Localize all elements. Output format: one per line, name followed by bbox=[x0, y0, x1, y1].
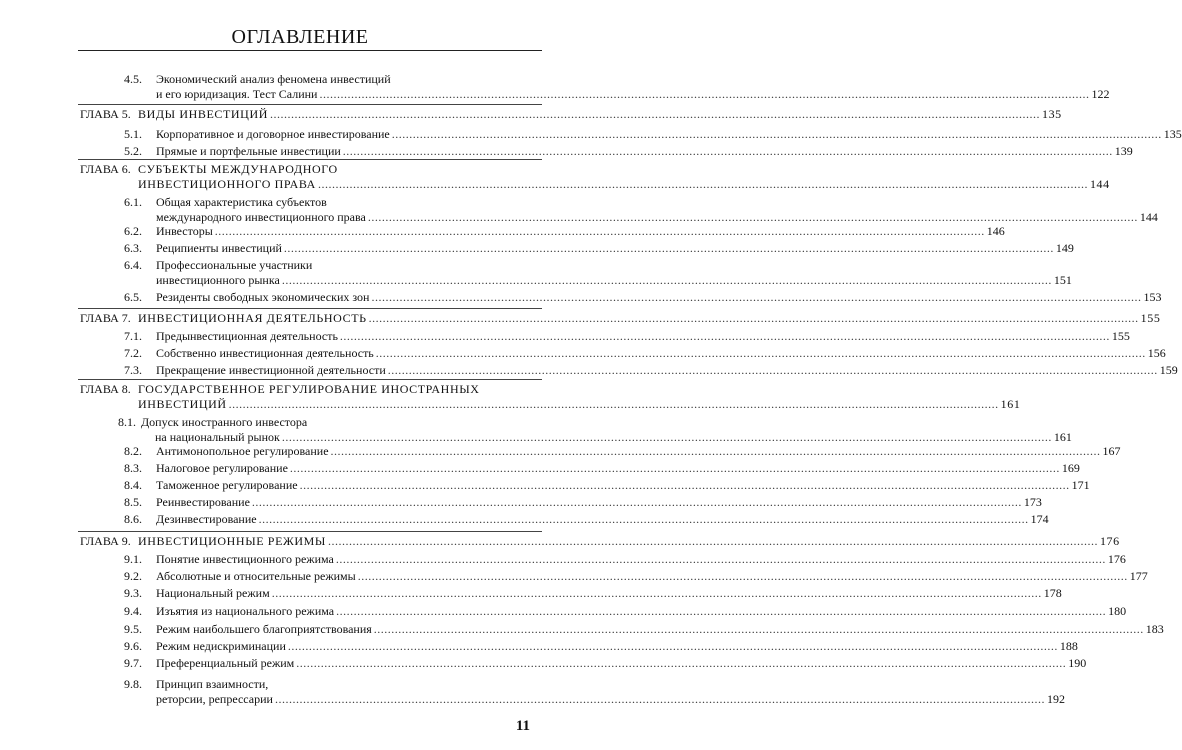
toc-title bbox=[156, 586, 1062, 601]
toc-title-line: Антимонопольное регулирование bbox=[156, 444, 329, 458]
toc-title-last-line bbox=[156, 290, 1162, 305]
toc-title-last-line bbox=[156, 87, 1110, 102]
toc-page-number: 176 bbox=[1099, 534, 1120, 548]
toc-title-line: инвестиционного рынка bbox=[156, 273, 280, 287]
chapter-separator bbox=[78, 104, 542, 105]
toc-title-last-line bbox=[156, 210, 1158, 225]
toc-title-last-line bbox=[156, 241, 1074, 256]
toc-title-line: Преференциальный режим bbox=[156, 656, 295, 670]
toc-page-number: 176 bbox=[1107, 552, 1126, 566]
toc-title-line: Реинвестирование bbox=[156, 495, 250, 509]
toc-title-line: Допуск иностранного инвестора bbox=[141, 415, 308, 429]
toc-title-last-line bbox=[156, 346, 1166, 361]
toc-title bbox=[138, 534, 1120, 549]
toc-title bbox=[156, 677, 1065, 707]
toc-number: 8.3. bbox=[124, 461, 142, 475]
toc-title-last-line bbox=[138, 397, 1021, 412]
toc-title-line: Прямые и портфельные инвестиции bbox=[156, 144, 341, 158]
toc-number: 8.6. bbox=[124, 512, 142, 526]
dot-leader: ............................................................................................................................................................................................................................ bbox=[269, 107, 1040, 121]
toc-page-number: 156 bbox=[1147, 346, 1166, 360]
toc-page-number: 153 bbox=[1143, 290, 1162, 304]
chapter-separator bbox=[78, 159, 542, 160]
dot-leader: ............................................................................................................................................................................................................................ bbox=[391, 127, 1162, 141]
toc-number: ГЛАВА 8. bbox=[80, 382, 131, 396]
toc-title bbox=[156, 622, 1164, 637]
toc-page-number: 155 bbox=[1111, 329, 1130, 343]
dot-leader: ............................................................................................................................................................................................................................ bbox=[251, 495, 1022, 509]
toc-title bbox=[156, 346, 1166, 361]
toc-title bbox=[156, 72, 1110, 102]
dot-leader: ............................................................................................................................................................................................................................ bbox=[228, 397, 999, 411]
toc-title-last-line bbox=[156, 444, 1121, 459]
dot-leader: ............................................................................................................................................................................................................................ bbox=[387, 363, 1158, 377]
chapter-separator bbox=[78, 308, 542, 309]
toc-title-line: Реципиенты инвестиций bbox=[156, 241, 282, 255]
toc-title bbox=[156, 224, 1005, 239]
toc-title-line: Прекращение инвестиционной деятельности bbox=[156, 363, 386, 377]
toc-title-last-line bbox=[156, 273, 1072, 288]
toc-page-number: 190 bbox=[1068, 656, 1087, 670]
toc-title-line: Изъятия из национального режима bbox=[156, 604, 335, 618]
toc-page-number: 122 bbox=[1091, 87, 1110, 101]
toc-title-line: ГОСУДАРСТВЕННОЕ РЕГУЛИРОВАНИЕ ИНОСТРАННЫХ bbox=[138, 382, 480, 396]
toc-page-number: 167 bbox=[1102, 444, 1121, 458]
toc-number: 9.5. bbox=[124, 622, 142, 636]
toc-title bbox=[156, 639, 1078, 654]
toc-number: 8.2. bbox=[124, 444, 142, 458]
dot-leader: ............................................................................................................................................................................................................................ bbox=[287, 639, 1058, 653]
toc-title-line: ИНВЕСТИЦИОННЫЕ РЕЖИМЫ bbox=[138, 534, 326, 548]
toc-title-last-line bbox=[138, 107, 1062, 122]
toc-page-number: 188 bbox=[1059, 639, 1078, 653]
toc-title-line: Национальный режим bbox=[156, 586, 270, 600]
toc-title bbox=[156, 478, 1090, 493]
toc-title-last-line bbox=[156, 495, 1042, 510]
toc-number: 7.2. bbox=[124, 346, 142, 360]
toc-title-line: Экономический анализ феномена инвестиций bbox=[156, 72, 391, 86]
dot-leader: ............................................................................................................................................................................................................................ bbox=[281, 273, 1052, 287]
toc-title-line: Абсолютные и относительные режимы bbox=[156, 569, 356, 583]
toc-number: 9.3. bbox=[124, 586, 142, 600]
dot-leader: ............................................................................................................................................................................................................................ bbox=[271, 586, 1042, 600]
toc-number: 8.4. bbox=[124, 478, 142, 492]
toc-title-last-line bbox=[156, 127, 1182, 142]
toc-title bbox=[156, 127, 1182, 142]
header-rule bbox=[78, 50, 542, 51]
toc-title bbox=[156, 604, 1127, 619]
toc-number: 6.3. bbox=[124, 241, 142, 255]
toc-title-last-line bbox=[156, 461, 1080, 476]
toc-title bbox=[156, 290, 1162, 305]
toc-title-last-line bbox=[156, 586, 1062, 601]
dot-leader: ............................................................................................................................................................................................................................ bbox=[214, 224, 985, 238]
toc-title-last-line bbox=[156, 478, 1090, 493]
toc-title-line: Таможенное регулирование bbox=[156, 478, 298, 492]
toc-title-line: Режим наибольшего благоприятствования bbox=[156, 622, 372, 636]
toc-title bbox=[156, 444, 1121, 459]
toc-title bbox=[156, 241, 1074, 256]
toc-title-line: Налоговое регулирование bbox=[156, 461, 288, 475]
toc-number: 6.1. bbox=[124, 195, 142, 209]
toc-title-line: ИНВЕСТИЦИЙ bbox=[138, 397, 227, 411]
toc-title-last-line bbox=[156, 692, 1065, 707]
toc-title-line: Принцип взаимности, bbox=[156, 677, 269, 691]
dot-leader: ............................................................................................................................................................................................................................ bbox=[330, 444, 1101, 458]
toc-number: 9.4. bbox=[124, 604, 142, 618]
toc-page-number: 159 bbox=[1159, 363, 1178, 377]
toc-title bbox=[156, 144, 1133, 159]
toc-number: ГЛАВА 9. bbox=[80, 534, 131, 548]
toc-title-line: Корпоративное и договорное инвестирование bbox=[156, 127, 390, 141]
toc-title-line: на национальный рынок bbox=[155, 430, 280, 444]
toc-page-number: 173 bbox=[1023, 495, 1042, 509]
toc-title bbox=[156, 656, 1087, 671]
toc-number: 5.2. bbox=[124, 144, 142, 158]
toc-title bbox=[138, 382, 1021, 412]
toc-number: 9.2. bbox=[124, 569, 142, 583]
toc-page-number: 135 bbox=[1041, 107, 1062, 121]
toc-number: 9.6. bbox=[124, 639, 142, 653]
toc-title-last-line bbox=[156, 363, 1178, 378]
dot-leader: ............................................................................................................................................................................................................................ bbox=[327, 534, 1098, 548]
dot-leader: ............................................................................................................................................................................................................................ bbox=[373, 622, 1144, 636]
page-header-title: ОГЛАВЛЕНИЕ bbox=[231, 26, 369, 48]
toc-page-number: 177 bbox=[1129, 569, 1148, 583]
toc-page-number: 178 bbox=[1043, 586, 1062, 600]
toc-title-line: ВИДЫ ИНВЕСТИЦИЙ bbox=[138, 107, 268, 121]
toc-page-number: 144 bbox=[1089, 177, 1110, 191]
toc-title-last-line bbox=[138, 534, 1120, 549]
toc-title bbox=[156, 461, 1080, 476]
toc-page-number: 151 bbox=[1053, 273, 1072, 287]
toc-title-line: ИНВЕСТИЦИОННОГО ПРАВА bbox=[138, 177, 316, 191]
toc-title bbox=[141, 415, 1072, 445]
toc-page-number: 180 bbox=[1108, 604, 1127, 618]
dot-leader: ............................................................................................................................................................................................................................ bbox=[339, 329, 1110, 343]
toc-title bbox=[156, 569, 1148, 584]
toc-title-line: Общая характеристика субъектов bbox=[156, 195, 327, 209]
dot-leader: ............................................................................................................................................................................................................................ bbox=[371, 290, 1142, 304]
toc-title-last-line bbox=[156, 604, 1127, 619]
toc-title-last-line bbox=[156, 622, 1164, 637]
toc-page-number: 144 bbox=[1139, 210, 1158, 224]
toc-page-number: 155 bbox=[1140, 311, 1161, 325]
dot-leader: ............................................................................................................................................................................................................................ bbox=[283, 241, 1054, 255]
toc-title-line: Собственно инвестиционная деятельность bbox=[156, 346, 374, 360]
dot-leader: ............................................................................................................................................................................................................................ bbox=[319, 87, 1090, 101]
toc-number: ГЛАВА 5. bbox=[80, 107, 131, 121]
toc-title bbox=[156, 195, 1158, 225]
toc-number: 6.2. bbox=[124, 224, 142, 238]
toc-title-last-line bbox=[156, 224, 1005, 239]
toc-number: ГЛАВА 6. bbox=[80, 162, 131, 176]
dot-leader: ............................................................................................................................................................................................................................ bbox=[289, 461, 1060, 475]
dot-leader: ............................................................................................................................................................................................................................ bbox=[367, 210, 1138, 224]
toc-title-line: Предынвестиционная деятельность bbox=[156, 329, 338, 343]
dot-leader: ............................................................................................................................................................................................................................ bbox=[317, 177, 1088, 191]
dot-leader: ............................................................................................................................................................................................................................ bbox=[296, 656, 1067, 670]
dot-leader: ............................................................................................................................................................................................................................ bbox=[342, 144, 1113, 158]
toc-title-last-line bbox=[156, 552, 1126, 567]
toc-number: 9.8. bbox=[124, 677, 142, 691]
toc-title-line: Резиденты свободных экономических зон bbox=[156, 290, 370, 304]
dot-leader: ............................................................................................................................................................................................................................ bbox=[299, 478, 1070, 492]
toc-page-number: 161 bbox=[1053, 430, 1072, 444]
dot-leader: ............................................................................................................................................................................................................................ bbox=[281, 430, 1052, 444]
toc-page-number: 171 bbox=[1071, 478, 1090, 492]
toc-title bbox=[156, 258, 1072, 288]
toc-number: ГЛАВА 7. bbox=[80, 311, 131, 325]
toc-number: 7.1. bbox=[124, 329, 142, 343]
toc-number: 6.4. bbox=[124, 258, 142, 272]
toc-title-line: международного инвестиционного права bbox=[156, 210, 366, 224]
toc-page-number: 139 bbox=[1114, 144, 1133, 158]
dot-leader: ............................................................................................................................................................................................................................ bbox=[274, 692, 1045, 706]
toc-title-line: Понятие инвестиционного режима bbox=[156, 552, 334, 566]
toc-number: 4.5. bbox=[124, 72, 142, 86]
toc-number: 8.5. bbox=[124, 495, 142, 509]
toc-title bbox=[156, 363, 1178, 378]
chapter-separator bbox=[78, 531, 542, 532]
toc-title-line: Дезинвестирование bbox=[156, 512, 257, 526]
toc-title bbox=[156, 495, 1042, 510]
toc-title-line: реторсии, репрессарии bbox=[156, 692, 273, 706]
toc-title-line: СУБЪЕКТЫ МЕЖДУНАРОДНОГО bbox=[138, 162, 338, 176]
dot-leader: ............................................................................................................................................................................................................................ bbox=[375, 346, 1146, 360]
toc-number: 5.1. bbox=[124, 127, 142, 141]
chapter-separator bbox=[78, 379, 542, 380]
toc-number: 8.1. bbox=[118, 415, 136, 429]
toc-page-number: 169 bbox=[1061, 461, 1080, 475]
toc-number: 7.3. bbox=[124, 363, 142, 377]
toc-title-last-line bbox=[156, 569, 1148, 584]
toc-title-line: Профессиональные участники bbox=[156, 258, 313, 272]
toc-title bbox=[138, 162, 1110, 192]
toc-page-number: 149 bbox=[1055, 241, 1074, 255]
toc-title-last-line bbox=[138, 177, 1110, 192]
toc-page-number: 161 bbox=[1000, 397, 1021, 411]
toc-number: 9.7. bbox=[124, 656, 142, 670]
toc-title-last-line bbox=[138, 311, 1161, 326]
toc-title-last-line bbox=[156, 639, 1078, 654]
toc-number: 6.5. bbox=[124, 290, 142, 304]
toc-title-last-line bbox=[156, 512, 1049, 527]
toc-title-last-line bbox=[156, 144, 1133, 159]
toc-page-number: 183 bbox=[1145, 622, 1164, 636]
toc-page-number: 146 bbox=[986, 224, 1005, 238]
toc-page-number: 135 bbox=[1163, 127, 1182, 141]
dot-leader: ............................................................................................................................................................................................................................ bbox=[336, 604, 1107, 618]
toc-title-last-line bbox=[141, 430, 1072, 445]
toc-title bbox=[156, 552, 1126, 567]
toc-title bbox=[138, 311, 1161, 326]
toc-title bbox=[138, 107, 1062, 122]
dot-leader: ............................................................................................................................................................................................................................ bbox=[368, 311, 1139, 325]
toc-title-line: и его юридизация. Тест Салини bbox=[156, 87, 318, 101]
toc-title-line: Режим недискриминации bbox=[156, 639, 286, 653]
dot-leader: ............................................................................................................................................................................................................................ bbox=[357, 569, 1128, 583]
page-number: 11 bbox=[515, 718, 530, 734]
dot-leader: ............................................................................................................................................................................................................................ bbox=[258, 512, 1029, 526]
toc-title-line: ИНВЕСТИЦИОННАЯ ДЕЯТЕЛЬНОСТЬ bbox=[138, 311, 367, 325]
dot-leader: ............................................................................................................................................................................................................................ bbox=[335, 552, 1106, 566]
toc-page-number: 192 bbox=[1046, 692, 1065, 706]
toc-number: 9.1. bbox=[124, 552, 142, 566]
toc-title-last-line bbox=[156, 329, 1130, 344]
toc-title bbox=[156, 512, 1049, 527]
toc-title bbox=[156, 329, 1130, 344]
toc-page-number: 174 bbox=[1030, 512, 1049, 526]
toc-title-last-line bbox=[156, 656, 1087, 671]
toc-title-line: Инвесторы bbox=[156, 224, 213, 238]
